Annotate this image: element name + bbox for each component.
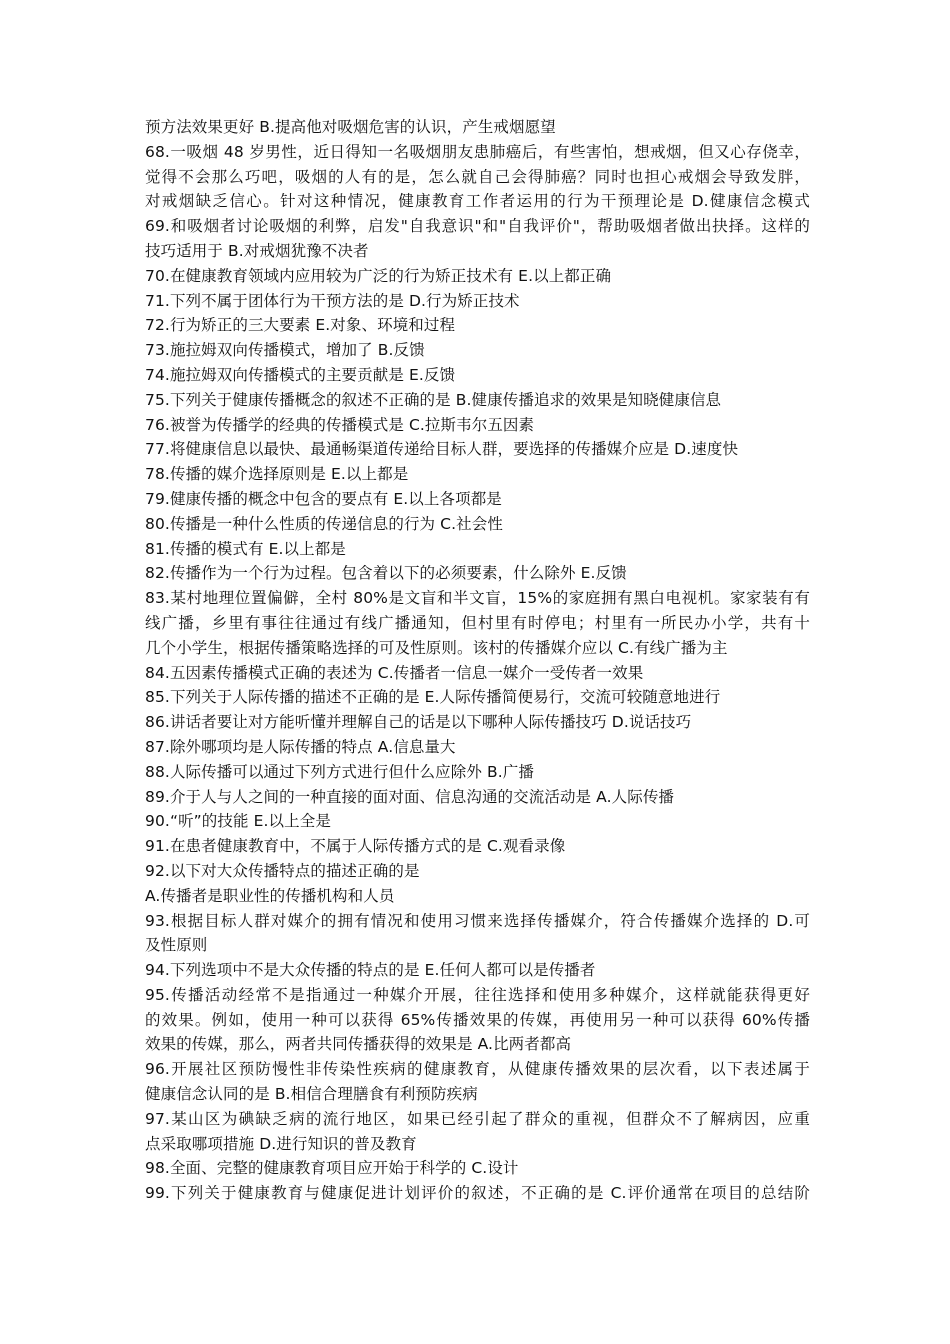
text-line: 预方法效果更好 B.提高他对吸烟危害的认识，产生戒烟愿望: [145, 118, 556, 136]
text-line: 75.下列关于健康传播概念的叙述不正确的是 B.健康传播追求的效果是知晓健康信息: [145, 390, 722, 409]
text-line: 96.开展社区预防慢性非传染性疾病的健康教育，从健康传播效果的层次看，以下表述属于: [145, 1060, 810, 1079]
text-line: 90.“听”的技能 E.以上全是: [145, 812, 331, 831]
text-line: 80.传播是一种什么性质的传递信息的行为 C.社会性: [145, 514, 503, 533]
text-line: 92.以下对大众传播特点的描述正确的是: [145, 861, 420, 880]
text-line: 几个小学生，根据传播策略选择的可及性原则。该村的传播媒介应以 C.有线广播为主: [145, 638, 728, 657]
text-line: 及性原则: [145, 936, 208, 955]
text-line: 99.下列关于健康教育与健康促进计划评价的叙述，不正确的是 C.评价通常在项目的总结阶: [145, 1184, 810, 1203]
document-page: [145, 115, 810, 1206]
text-line: 68.一吸烟 48 岁男性，近日得知一名吸烟朋友患肺癌后，有些害怕，想戒烟，但又心存侥幸，: [145, 142, 810, 161]
text-line: 效果的传媒，那么，两者共同传播获得的效果是 A.比两者都高: [145, 1035, 572, 1054]
text-line: 72.行为矫正的三大要素 E.对象、环境和过程: [145, 316, 456, 335]
text-line: 线广播，乡里有事往往通过有线广播通知，但村里有时停电；村里有一所民办小学，共有十: [145, 613, 810, 632]
text-line: 技巧适用于 B.对戒烟犹豫不决者: [145, 241, 369, 260]
text-line: 73.施拉姆双向传播模式，增加了 B.反馈: [145, 341, 425, 360]
text-line: 86.讲话者要让对方能听懂并理解自己的话是以下哪种人际传播技巧 D.说话技巧: [145, 713, 692, 732]
text-line: 的效果。例如，使用一种可以获得 65%传播效果的传媒，再使用另一种可以获得 60%传播: [145, 1010, 810, 1029]
text-line: 对戒烟缺乏信心。针对这种情况，健康教育工作者运用的行为干预理论是 D.健康信念模式: [145, 192, 810, 211]
text-line: 74.施拉姆双向传播模式的主要贡献是 E.反馈: [145, 365, 456, 384]
text-line: 84.五因素传播模式正确的表述为 C.传播者一信息一媒介一受传者一效果: [145, 663, 644, 682]
text-line: A.传播者是职业性的传播机构和人员: [145, 886, 395, 905]
text-line: 83.某村地理位置偏僻，全村 80%是文盲和半文盲，15%的家庭拥有黑白电视机。家家装有有: [145, 589, 810, 608]
text-line: 71.下列不属于团体行为干预方法的是 D.行为矫正技术: [145, 291, 520, 310]
text-line: 93.根据目标人群对媒介的拥有情况和使用习惯来选择传播媒介，符合传播媒介选择的 D.可: [145, 911, 810, 930]
text-line: 95.传播活动经常不是指通过一种媒介开展，往往选择和使用多种媒介，这样就能获得更好: [145, 985, 810, 1004]
text-line: 70.在健康教育领域内应用较为广泛的行为矫正技术有 E.以上都正确: [145, 266, 612, 285]
text-line: 91.在患者健康教育中，不属于人际传播方式的是 C.观看录像: [145, 837, 566, 856]
text-line: 88.人际传播可以通过下列方式进行但什么应除外 B.广播: [145, 762, 534, 781]
text-line: 97.某山区为碘缺乏病的流行地区，如果已经引起了群众的重视，但群众不了解病因，应重: [145, 1109, 810, 1128]
text-line: 81.传播的模式有 E.以上都是: [145, 539, 346, 558]
text-line: 82.传播作为一个行为过程。包含着以下的必须要素，什么除外 E.反馈: [145, 564, 627, 583]
text-line: 87.除外哪项均是人际传播的特点 A.信息量大: [145, 737, 456, 756]
text-line: 76.被誉为传播学的经典的传播模式是 C.拉斯韦尔五因素: [145, 415, 535, 434]
text-line: 觉得不会那么巧吧，吸烟的人有的是，怎么就自己会得肺癌？同时也担心戒烟会导致发胖，: [145, 167, 810, 186]
text-line: 79.健康传播的概念中包含的要点有 E.以上各项都是: [145, 489, 502, 508]
text-line: 77.将健康信息以最快、最通畅渠道传递给目标人群，要选择的传播媒介应是 D.速度快: [145, 440, 739, 459]
text-line: 点采取哪项措施 D.进行知识的普及教育: [145, 1134, 417, 1153]
text-line: 69.和吸烟者讨论吸烟的利弊，启发"自我意识"和"自我评价"，帮助吸烟者做出抉择。这样的: [145, 217, 810, 236]
text-line: 98.全面、完整的健康教育项目应开始于科学的 C.设计: [145, 1159, 519, 1178]
text-line: 89.介于人与人之间的一种直接的面对面、信息沟通的交流活动是 A.人际传播: [145, 787, 675, 806]
text-line: 94.下列选项中不是大众传播的特点的是 E.任何人都可以是传播者: [145, 961, 596, 980]
text-line: 78.传播的媒介选择原则是 E.以上都是: [145, 465, 409, 484]
text-line: 85.下列关于人际传播的描述不正确的是 E.人际传播简便易行，交流可较随意地进行: [145, 688, 721, 707]
text-line: 健康信念认同的是 B.相信合理膳食有利预防疾病: [145, 1085, 478, 1104]
